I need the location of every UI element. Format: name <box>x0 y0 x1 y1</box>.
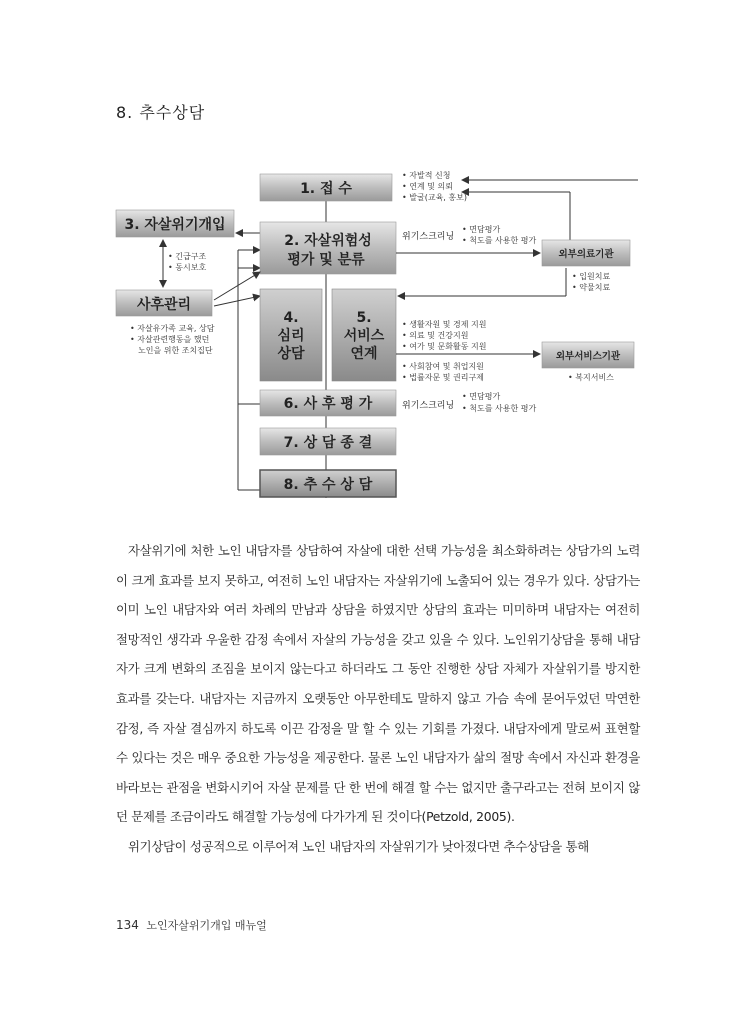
arrow-aftercare-to-step4 <box>214 296 260 306</box>
aftercare-label: 사후관리 <box>136 297 192 313</box>
step3-label: 3. 자살위기개입 <box>124 217 226 233</box>
intake-source: • 발굴(교육, 홍보) <box>402 193 467 202</box>
step4-label-line2: 심리 <box>277 328 305 344</box>
page-number: 134 <box>116 918 139 932</box>
aftercare-item: • 자살유가족 교육, 상담 <box>130 324 215 333</box>
service-item: • 생활자원 및 경제 지원 <box>402 320 487 329</box>
screening-label: 위기스크리닝 <box>402 232 455 242</box>
body-text <box>116 536 640 862</box>
step6-label: 6. 사 후 평 가 <box>283 396 373 412</box>
paragraph: 위기상담이 성공적으로 이루어져 노인 내담자의 자살위기가 낮아졌다면 추수상담을 통해 <box>128 838 589 854</box>
medical-item: • 약물치료 <box>572 283 611 292</box>
page-footer <box>116 917 267 933</box>
intake-source: • 자발적 신청 <box>402 171 451 180</box>
service-item: • 사회참여 및 취업지원 <box>402 362 484 371</box>
arrow-aftercare-to-step2 <box>214 272 260 300</box>
external-service-label: 외부서비스기관 <box>555 351 621 362</box>
screening-item: • 면담평가 <box>462 225 501 234</box>
intake-source: • 연계 및 의뢰 <box>402 182 453 191</box>
crisis-item: • 긴급구조 <box>168 252 207 261</box>
service-item: • 법률자문 및 권리구제 <box>402 373 484 382</box>
medical-item: • 입원치료 <box>572 272 611 281</box>
screening2-item: • 면담평가 <box>462 392 501 401</box>
paragraph: 자살위기에 처한 노인 내담자를 상담하여 자살에 대한 선택 가능성을 최소화하려는 상담가의 노력이 크게 효과를 보지 못하고, 여전히 노인 내담자는 자살위기에 노출되어 있는 경우가 있다. 상담가는 이미 노인 내담자와 여러 차례의 만남과 상담을 하였지만 상담의 효과는 미미하며 내담자는 여전히 절망적인 생각과 우울한 감정 속에서 자살의 가능성을 갖고 있을 수 있다. 노인위기상담을 통해 내담자가 크게 변화의 조짐을 보이지 않는다고 하더라도 그 동안 진행한 상담 자체가 자살위기를 방지한 효과를 갖는다. 내담자는 지금까지 오랫동안 아무한테도 말하지 않고 가슴 속에 묻어두었던 막연한 감정, 즉 자살 결심까지 하도록 이끈 감정을 말 할 수 있는 기회를 가졌다. 내담자에게 말로써 표현할 수 있다는 것은 매우 중요한 가능성을 제공한다. 물론 노인 내담자가 삶의 절망 속에서 자신과 환경을 바라보는 관점을 변화시키어 자살 문제를 단 한 번에 해결 할 수는 없지만 출구라고는 전혀 보이지 않던 문제를 조금이라도 해결할 가능성에 다가가게 된 것이다(Petzold, 2005). <box>116 543 640 825</box>
crisis-item: • 동시보호 <box>168 263 207 272</box>
section-title: 8. 추수상담 <box>116 103 206 122</box>
screening-item: • 척도를 사용한 평가 <box>462 236 537 245</box>
service-item: • 의료 및 건강지원 <box>402 331 469 340</box>
aftercare-item: 노인을 위한 조치집단 <box>138 346 213 355</box>
step4-label-line1: 4. <box>283 310 299 326</box>
step8-label: 8. 추 수 상 담 <box>283 477 373 493</box>
service-item: • 여가 및 문화활동 지원 <box>402 342 487 351</box>
screening2-item: • 척도를 사용한 평가 <box>462 404 537 413</box>
step4-label-line3: 상담 <box>277 346 305 362</box>
step2-label-line1: 2. 자살위험성 <box>284 233 372 249</box>
book-title: 노인자살위기개입 매뉴얼 <box>146 919 267 932</box>
step5-label-line1: 5. <box>356 310 372 326</box>
aftercare-item: • 자살관련행동을 했던 <box>130 335 210 344</box>
screening2-label: 위기스크리닝 <box>402 401 455 411</box>
step7-label: 7. 상 담 종 결 <box>283 435 373 451</box>
step2-label-line2: 평가 및 분류 <box>287 252 365 268</box>
step1-label: 1. 접 수 <box>300 181 352 197</box>
welfare-item: • 복지서비스 <box>568 373 614 382</box>
step5-label-line2: 서비스 <box>343 328 385 344</box>
external-medical-label: 외부의료기관 <box>558 249 614 260</box>
step5-label-line3: 연계 <box>350 346 378 362</box>
